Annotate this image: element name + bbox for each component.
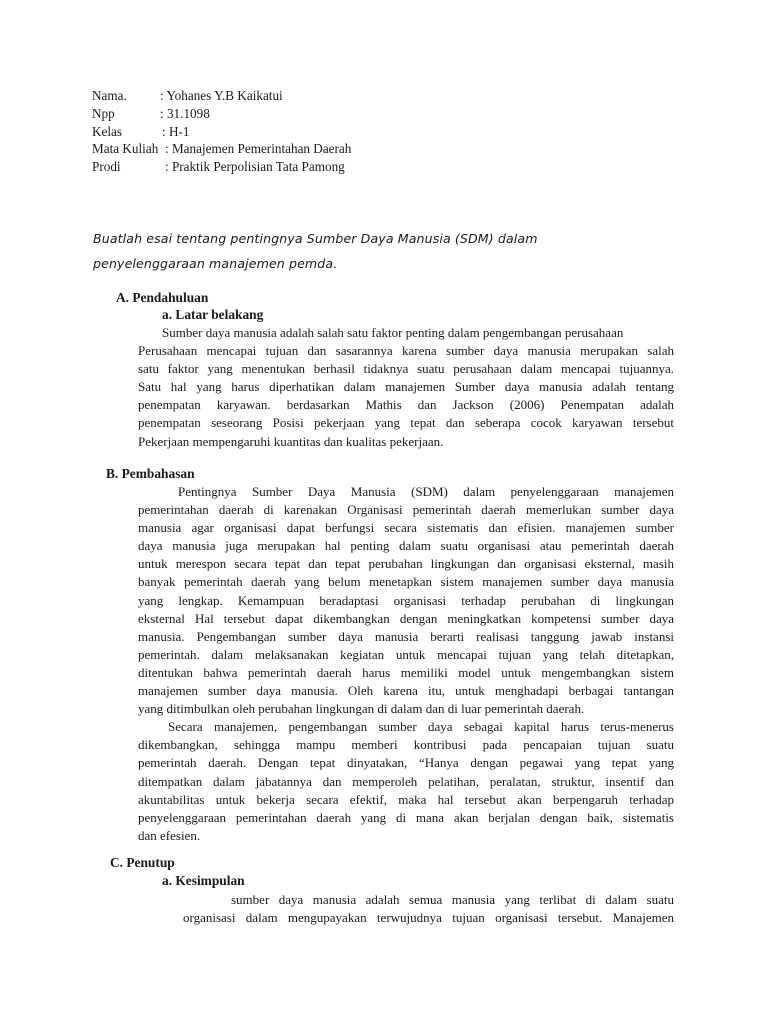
paragraph-line: Sumber daya manusia adalah salah satu faktor penting dalam pengembangan perusahaan xyxy=(162,325,624,340)
section-a-heading: A. Pendahuluan xyxy=(116,290,209,305)
section-c-heading: C. Penutup xyxy=(110,855,175,870)
paragraph-line: penempatan karyawan. berdasarkan Mathis dan Jackson (2006) Penempatan adalah xyxy=(138,397,674,413)
section-b-heading: B. Pembahasan xyxy=(106,466,195,481)
essay-prompt-line-1: Buatlah esai tentang pentingnya Sumber Daya Manusia (SDM) dalam xyxy=(93,231,538,246)
paragraph-line: ditempatkan dalam jabatannya dan memperoleh pelatihan, peralatan, struktur, insentif dan xyxy=(138,773,674,789)
paragraph-line: sumber daya manusia adalah semua manusia yang terlibat di dalam suatu xyxy=(231,892,674,907)
prodi-value: : Praktik Perpolisian Tata Pamong xyxy=(165,159,345,174)
prodi-label: Prodi xyxy=(92,159,121,174)
section-c-subheading: a. Kesimpulan xyxy=(162,873,245,888)
paragraph-line: manusia agar organisasi dapat berfungsi secara sistematis dan efisien. manajemen sumber xyxy=(138,520,674,536)
name-label: Nama. xyxy=(92,88,127,103)
paragraph-line: Pentingnya Sumber Daya Manusia (SDM) dalam penyelenggaraan manajemen xyxy=(178,484,674,499)
paragraph-line: pemerintah daerah. Dengan tepat dinyatakan, “Hanya dengan pegawai yang tepat yang xyxy=(138,755,674,771)
section-b-paragraph xyxy=(138,483,674,845)
paragraph-line: dikembangkan, sehingga mampu memberi kontribusi pada pencapaian tujuan suatu xyxy=(138,737,674,753)
paragraph-line: yang lengkap. Kemampuan beradaptasi organisasi terhadap perubahan di lingkungan xyxy=(138,592,674,608)
paragraph-line: untuk merespon secara tepat dan tepat perubahan lingkungan dan organisasi eksternal, masih xyxy=(138,556,674,572)
paragraph-line: daya manusia juga merupakan hal penting dalam suatu organisasi atau pemerintah daerah xyxy=(138,538,674,554)
npp-value: : 31.1098 xyxy=(160,106,210,121)
paragraph-line: yang ditimbulkan oleh perubahan lingkungan di dalam dan di luar pemerintah daerah. xyxy=(138,701,585,717)
paragraph-line: organisasi dalam mengupayakan terwujudnya tujuan organisasi tersebut. Manajemen xyxy=(183,910,674,926)
paragraph-line: satu faktor yang menentukan berhasil tidaknya suatu perusahaan dalam mencapai tujuannya. xyxy=(138,361,674,377)
paragraph-line: pemerintahan daerah di karenakan Organisasi pemerintah daerah memerlukan sumber daya xyxy=(138,502,674,518)
paragraph-line: eksternal Hal tersebut dapat dikembangkan dengan meningkatkan kompetensi sumber daya xyxy=(138,610,674,626)
section-a-paragraph xyxy=(138,324,674,451)
npp-label: Npp xyxy=(92,106,115,121)
mata-kuliah-value: : Manajemen Pemerintahan Daerah xyxy=(165,141,352,156)
paragraph-line: penyelenggaraan pemerintahan daerah yang di mana akan berjalan dengan baik, sistematis xyxy=(138,809,674,825)
section-c-paragraph xyxy=(183,891,674,927)
paragraph-line: Perusahaan mencapai tujuan dan sasarannya karena sumber daya manusia merupakan salah xyxy=(138,343,674,359)
paragraph-line: ditentukan bahwa pemerintah daerah harus memiliki model untuk mengembangkan sistem xyxy=(138,664,674,680)
kelas-label: Kelas xyxy=(92,124,123,139)
paragraph-line: penempatan seseorang Posisi pekerjaan yang tepat dan seberapa cocok karyawan tersebut xyxy=(138,415,674,431)
name-value: : Yohanes Y.B Kaikatui xyxy=(160,88,283,103)
essay-prompt-line-2: penyelenggaraan manajemen pemda. xyxy=(93,256,338,271)
paragraph-line: Pekerjaan mempengaruhi kuantitas dan kualitas pekerjaan. xyxy=(138,433,444,449)
paragraph-line: pemerintah. dalam melaksanakan kegiatan untuk mencapai tujuan yang telah ditetapkan, xyxy=(138,646,674,662)
paragraph-line: Satu hal yang harus diperhatikan dalam manajemen Sumber daya manusia adalah tentang xyxy=(138,379,674,395)
section-a-subheading: a. Latar belakang xyxy=(162,307,264,322)
paragraph-line: manajemen sumber daya manusia. Oleh karena itu, untuk menghadapi berbagai tantangan xyxy=(138,683,674,699)
paragraph-line: akuntabilitas untuk bekerja secara efektif, maka hal tersebut akan berpengaruh terhadap xyxy=(138,791,674,807)
mata-kuliah-label: Mata Kuliah xyxy=(92,141,159,156)
paragraph-line: Secara manajemen, pengembangan sumber daya sebagai kapital harus terus-menerus xyxy=(168,719,674,735)
paragraph-line: dan efesien. xyxy=(138,827,201,843)
kelas-value: : H-1 xyxy=(162,124,190,139)
paragraph-line: manusia. Pengembangan sumber daya manusia berarti realisasi tanggung jawab instansi xyxy=(138,628,674,644)
paragraph-line: banyak pemerintah daerah yang belum menetapkan sistem manajemen sumber daya manusia xyxy=(138,574,674,590)
